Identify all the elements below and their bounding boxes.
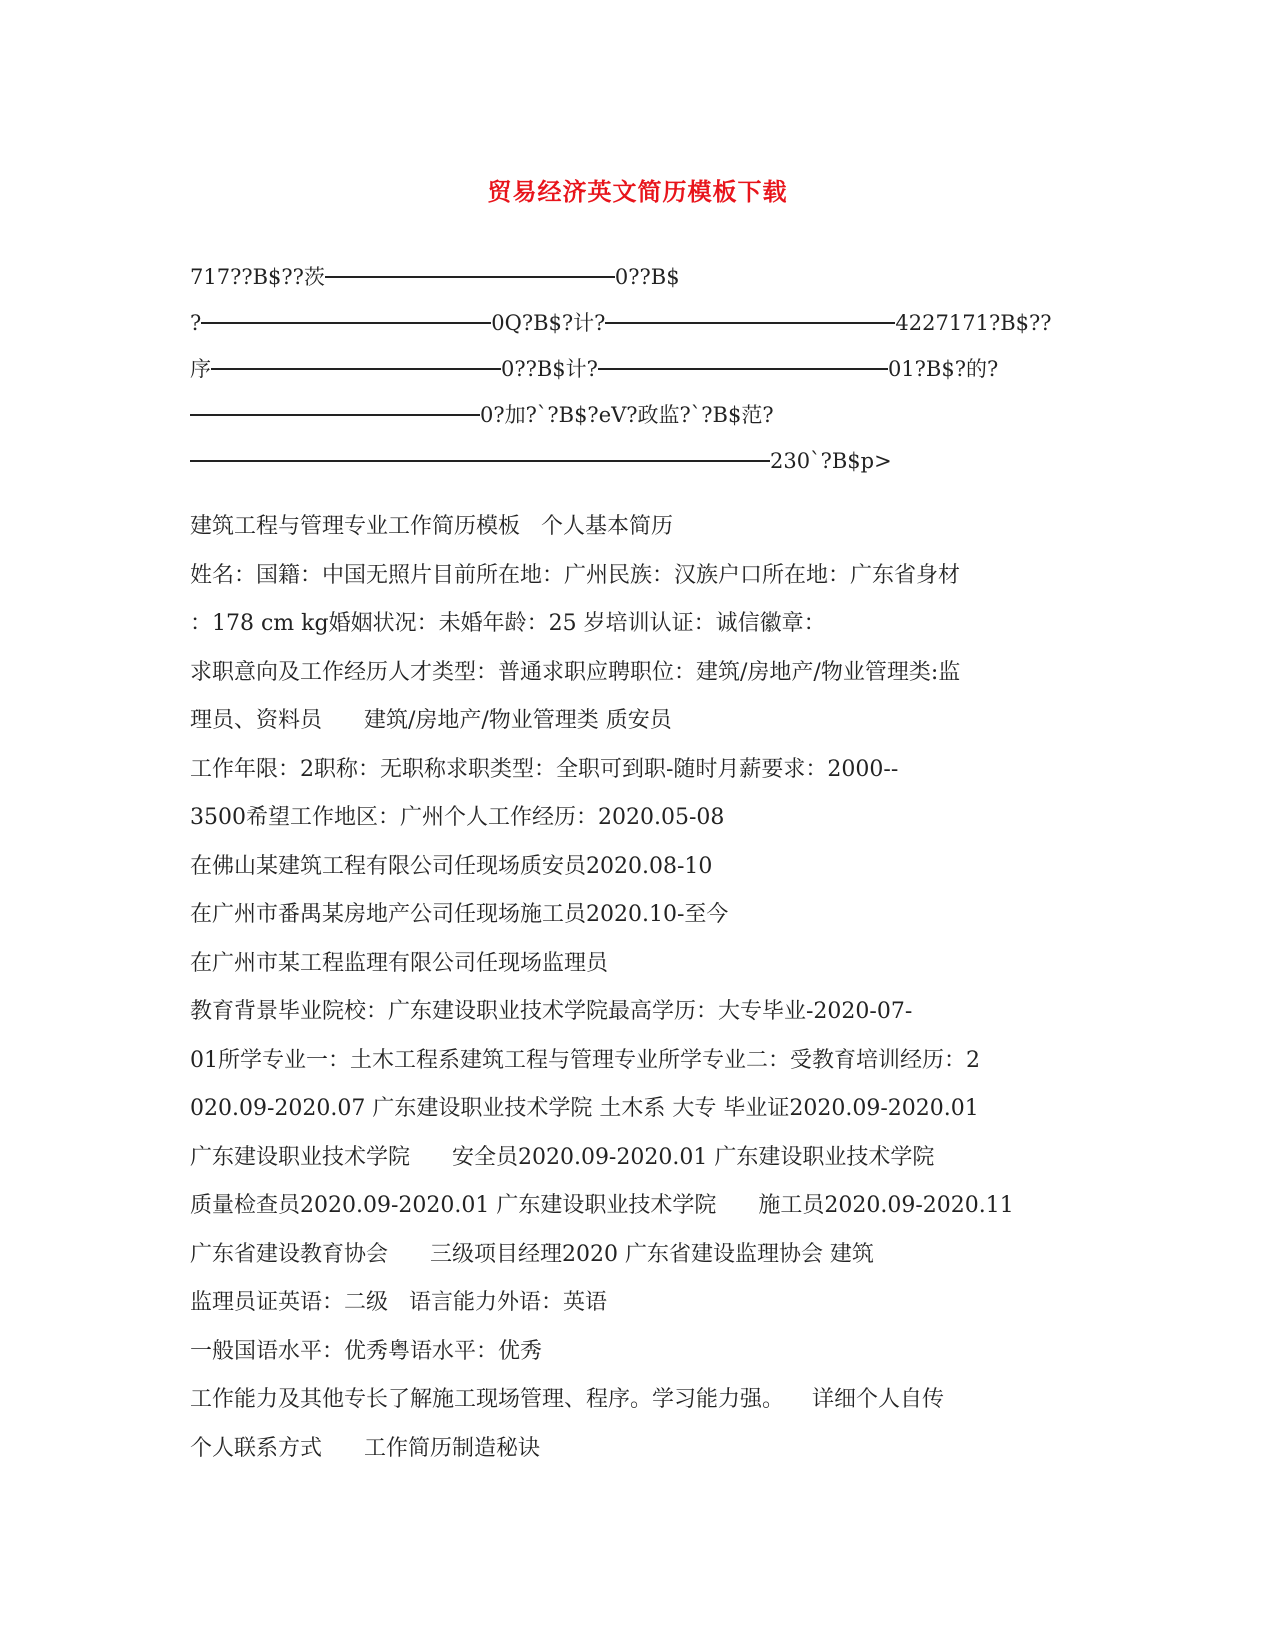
body-line: 020.09-2020.07 广东建设职业技术学院 土木系 大专 毕业证2020.09-2020.01 <box>190 1096 979 1121</box>
garbled-line <box>190 308 1090 338</box>
body-line: 质量检查员2020.09-2020.01 广东建设职业技术学院 施工员2020.09-2020.11 <box>190 1193 1014 1218</box>
resume-body <box>190 512 1090 1482</box>
body-line: 个人联系方式 工作简历制造秘诀 <box>190 1435 540 1461</box>
body-line: 教育背景毕业院校：广东建设职业技术学院最高学历：大专毕业-2020-07- <box>190 999 913 1024</box>
body-line: 广东省建设教育协会 三级项目经理2020 广东省建设监理协会 建筑 <box>190 1241 874 1267</box>
body-line: 理员、资料员 建筑/房地产/物业管理类 质安员 <box>190 708 672 733</box>
underline-rule <box>325 276 615 278</box>
body-line: 广东建设职业技术学院 安全员2020.09-2020.01 广东建设职业技术学院 <box>190 1144 935 1170</box>
underline-rule <box>211 368 501 370</box>
body-line: 求职意向及工作经历人才类型：普通求职应聘职位：建筑/房地产/物业管理类:监 <box>190 659 961 685</box>
garbled-text: 序 <box>190 357 211 381</box>
body-line: 工作能力及其他专长了解施工现场管理、程序。学习能力强。 详细个人自传 <box>190 1387 944 1412</box>
garbled-text: ? <box>190 311 202 335</box>
garbled-text: 4227171?B$?? <box>895 311 1052 335</box>
garbled-line <box>190 446 1090 476</box>
body-line: 在广州市番禺某房地产公司任现场施工员2020.10-至今 <box>190 902 729 927</box>
body-line: 工作年限：2职称：无职称求职类型：全职可到职-随时月薪要求：2000-- <box>190 756 899 782</box>
underline-rule <box>190 414 480 416</box>
underline-rule <box>605 322 895 324</box>
garbled-text: 717??B$??茨 <box>190 265 325 289</box>
body-line: ：178 cm kg婚姻状况：未婚年龄：25 岁培训认证：诚信徽章： <box>190 611 826 636</box>
document-title: 贸易经济英文简历模板下载 <box>487 177 788 206</box>
garbled-text: 0??B$ <box>614 265 680 289</box>
underline-rule <box>190 460 770 462</box>
body-line: 3500希望工作地区：广州个人工作经历：2020.05-08 <box>190 805 725 830</box>
garbled-text: 01?B$?的? <box>887 357 999 381</box>
underline-rule <box>598 368 888 370</box>
garbled-text: 230`?B$p> <box>770 449 892 473</box>
underline-rule <box>201 322 491 324</box>
body-line: 建筑工程与管理专业工作简历模板 个人基本简历 <box>190 514 673 539</box>
garbled-text: 0?加?`?B$?eV?政监?`?B$范? <box>480 403 774 427</box>
body-line: 姓名：国籍：中国无照片目前所在地：广州民族：汉族户口所在地：广东省身材 <box>190 562 961 588</box>
garbled-text: 0Q?B$?计? <box>491 311 606 335</box>
body-line: 在广州市某工程监理有限公司任现场监理员 <box>190 950 609 976</box>
body-line: 一般国语水平：优秀粤语水平：优秀 <box>190 1338 543 1364</box>
garbled-line <box>190 262 1090 292</box>
garbled-line <box>190 354 1090 384</box>
body-line: 01所学专业一：土木工程系建筑工程与管理专业所学专业二：受教育培训经历：2 <box>190 1047 980 1073</box>
garbled-text: 0??B$计? <box>501 357 598 381</box>
body-line: 监理员证英语：二级 语言能力外语：英语 <box>190 1290 607 1315</box>
body-line: 在佛山某建筑工程有限公司任现场质安员2020.08-10 <box>190 853 713 879</box>
garbled-line <box>190 400 1090 430</box>
